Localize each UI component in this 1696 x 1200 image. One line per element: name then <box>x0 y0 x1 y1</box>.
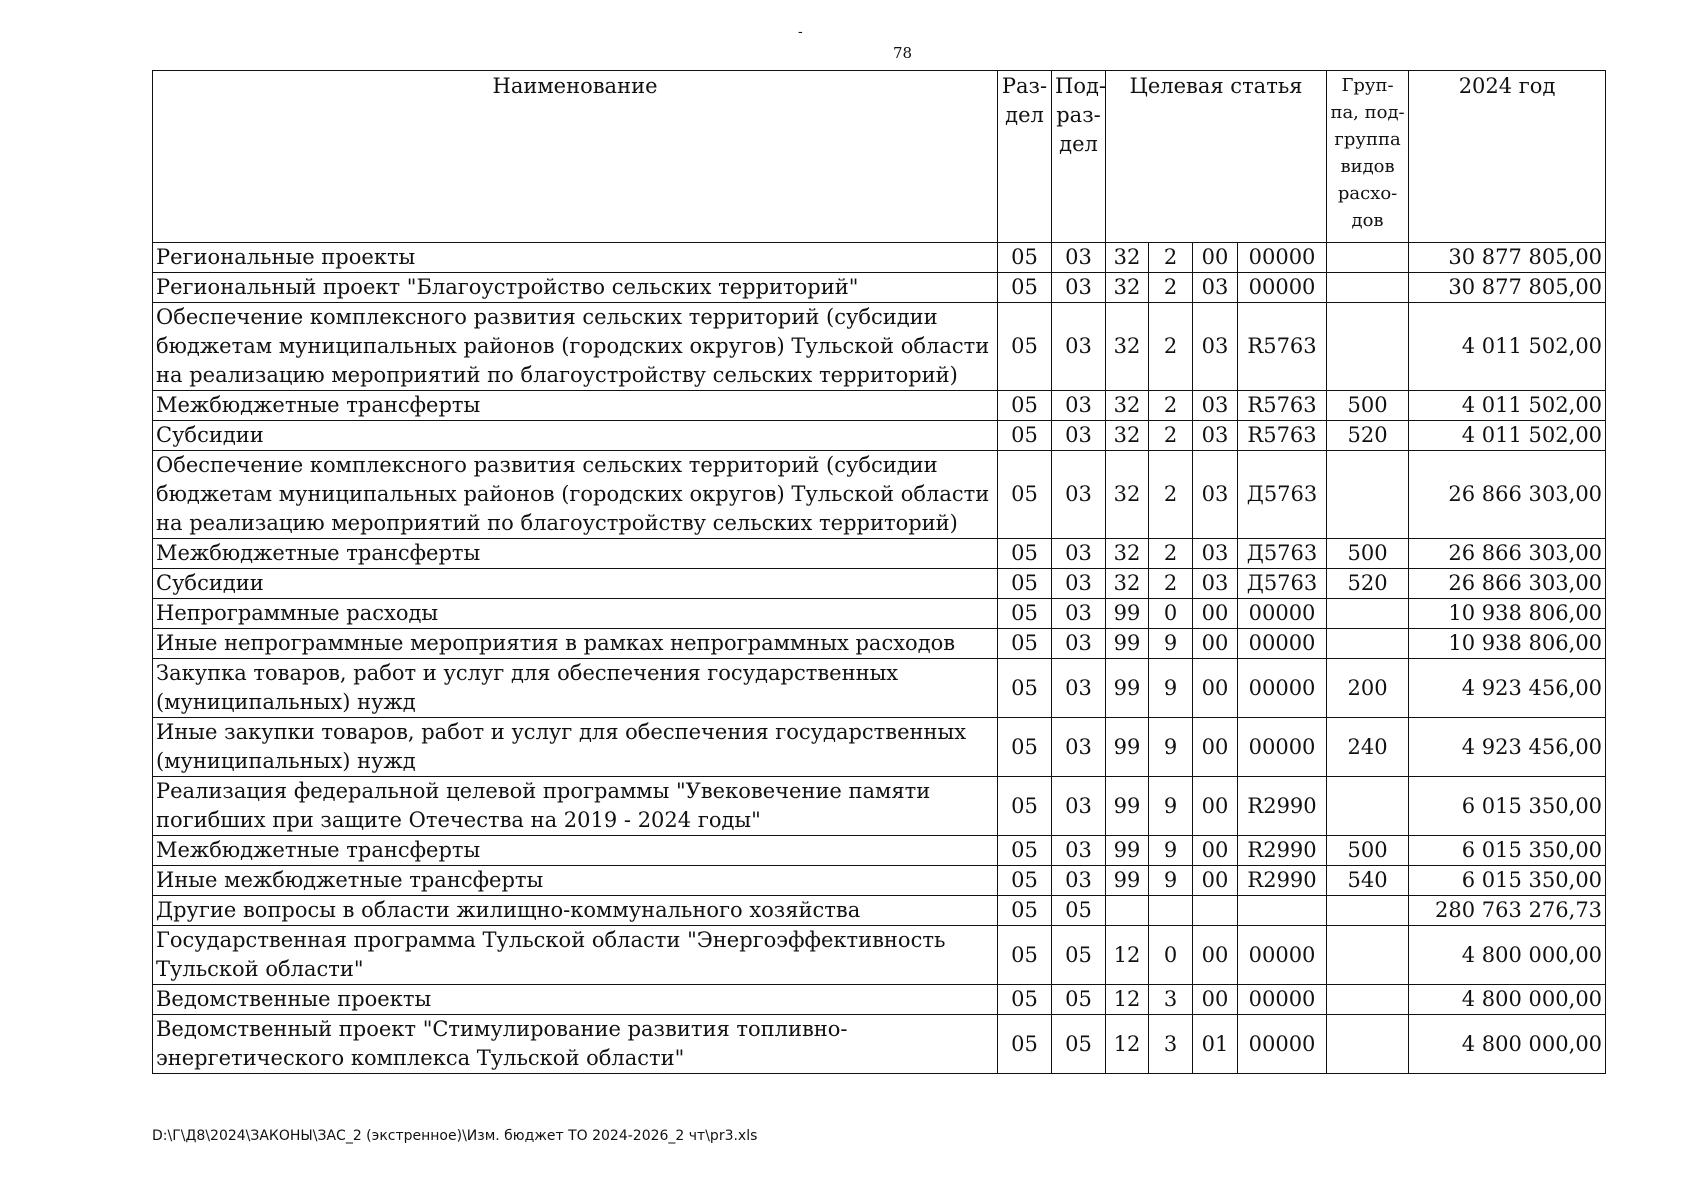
row-target-program: 99 <box>1106 836 1149 866</box>
row-target-subprogram: 2 <box>1149 569 1193 599</box>
row-amount: 4 800 000,00 <box>1409 1015 1606 1074</box>
row-target-code: 00000 <box>1238 985 1327 1015</box>
table-row <box>153 1015 1606 1074</box>
row-expense-group: 200 <box>1327 659 1409 718</box>
row-expense-group <box>1327 629 1409 659</box>
row-target-program: 12 <box>1106 985 1149 1015</box>
row-name: Региональный проект "Благоустройство сельских территорий" <box>153 273 998 303</box>
row-amount: 280 763 276,73 <box>1409 896 1606 926</box>
row-target-project: 00 <box>1193 718 1238 777</box>
row-name: Непрограммные расходы <box>153 599 998 629</box>
row-target-code: Д5763 <box>1238 569 1327 599</box>
row-razdel: 05 <box>998 451 1052 539</box>
row-name: Другие вопросы в области жилищно-коммунального хозяйства <box>153 896 998 926</box>
page-number: 78 <box>892 44 913 62</box>
row-podrazdel: 03 <box>1052 303 1106 391</box>
row-expense-group <box>1327 303 1409 391</box>
row-target-code: R2990 <box>1238 777 1327 836</box>
row-podrazdel: 03 <box>1052 539 1106 569</box>
row-target-subprogram: 9 <box>1149 659 1193 718</box>
row-target-code: 00000 <box>1238 718 1327 777</box>
row-target-subprogram: 9 <box>1149 629 1193 659</box>
row-target-project: 03 <box>1193 539 1238 569</box>
row-target-project: 00 <box>1193 599 1238 629</box>
row-target-code: 00000 <box>1238 599 1327 629</box>
row-target-project: 03 <box>1193 391 1238 421</box>
row-target-project: 00 <box>1193 243 1238 273</box>
row-razdel: 05 <box>998 243 1052 273</box>
row-target-subprogram: 3 <box>1149 1015 1193 1074</box>
row-podrazdel: 03 <box>1052 421 1106 451</box>
row-target-subprogram: 9 <box>1149 836 1193 866</box>
table-row <box>153 243 1606 273</box>
row-expense-group <box>1327 1015 1409 1074</box>
row-name: Ведомственные проекты <box>153 985 998 1015</box>
row-target-program: 32 <box>1106 569 1149 599</box>
row-target-subprogram: 3 <box>1149 985 1193 1015</box>
row-razdel: 05 <box>998 303 1052 391</box>
row-name: Обеспечение комплексного развития сельских территорий (субсидии бюджетам муниципальных районов (городских округов) Тульской области на реализацию мероприятий по благоустройству сельских территорий) <box>153 303 998 391</box>
row-target-project: 00 <box>1193 836 1238 866</box>
row-podrazdel: 03 <box>1052 629 1106 659</box>
row-amount: 30 877 805,00 <box>1409 243 1606 273</box>
row-name: Межбюджетные трансферты <box>153 836 998 866</box>
row-target-program: 32 <box>1106 243 1149 273</box>
row-name: Иные непрограммные мероприятия в рамках непрограммных расходов <box>153 629 998 659</box>
row-amount: 4 011 502,00 <box>1409 303 1606 391</box>
table-row <box>153 985 1606 1015</box>
row-target-code: R5763 <box>1238 303 1327 391</box>
table-row <box>153 391 1606 421</box>
row-podrazdel: 03 <box>1052 451 1106 539</box>
row-razdel: 05 <box>998 539 1052 569</box>
row-expense-group <box>1327 243 1409 273</box>
table-body <box>153 243 1606 1074</box>
header-year: 2024 год <box>1409 71 1606 243</box>
row-target-project: 03 <box>1193 569 1238 599</box>
row-name: Обеспечение комплексного развития сельских территорий (субсидии бюджетам муниципальных районов (городских округов) Тульской области на реализацию мероприятий по благоустройству сельских территорий) <box>153 451 998 539</box>
row-target-subprogram: 9 <box>1149 777 1193 836</box>
row-target-subprogram: 2 <box>1149 243 1193 273</box>
row-razdel: 05 <box>998 926 1052 985</box>
row-name: Реализация федеральной целевой программы "Увековечение памяти погибших при защите Отечества на 2019 - 2024 годы" <box>153 777 998 836</box>
row-amount: 10 938 806,00 <box>1409 629 1606 659</box>
row-razdel: 05 <box>998 866 1052 896</box>
row-amount: 10 938 806,00 <box>1409 599 1606 629</box>
table-row <box>153 926 1606 985</box>
row-target-project: 00 <box>1193 629 1238 659</box>
row-podrazdel: 03 <box>1052 273 1106 303</box>
row-target-project: 01 <box>1193 1015 1238 1074</box>
row-podrazdel: 03 <box>1052 718 1106 777</box>
row-name: Межбюджетные трансферты <box>153 539 998 569</box>
row-target-subprogram <box>1149 896 1193 926</box>
row-podrazdel: 05 <box>1052 1015 1106 1074</box>
row-amount: 4 011 502,00 <box>1409 421 1606 451</box>
row-target-code: 00000 <box>1238 1015 1327 1074</box>
row-expense-group <box>1327 985 1409 1015</box>
row-target-program: 12 <box>1106 926 1149 985</box>
row-podrazdel: 03 <box>1052 866 1106 896</box>
table-row <box>153 599 1606 629</box>
row-target-project: 03 <box>1193 451 1238 539</box>
row-name: Иные закупки товаров, работ и услуг для обеспечения государственных (муниципальных) нужд <box>153 718 998 777</box>
row-razdel: 05 <box>998 569 1052 599</box>
row-amount: 30 877 805,00 <box>1409 273 1606 303</box>
row-target-program: 32 <box>1106 451 1149 539</box>
row-name: Иные межбюджетные трансферты <box>153 866 998 896</box>
table-row <box>153 629 1606 659</box>
row-name: Региональные проекты <box>153 243 998 273</box>
row-target-subprogram: 2 <box>1149 421 1193 451</box>
row-amount: 6 015 350,00 <box>1409 836 1606 866</box>
row-expense-group <box>1327 926 1409 985</box>
row-target-project: 00 <box>1193 985 1238 1015</box>
row-razdel: 05 <box>998 659 1052 718</box>
budget-table <box>152 70 1606 1074</box>
page-dash: - <box>798 24 803 40</box>
row-target-program: 99 <box>1106 718 1149 777</box>
header-group: Груп- па, под- группа видов расхо- дов <box>1327 71 1409 243</box>
header-name: Наименование <box>153 71 998 243</box>
row-expense-group <box>1327 273 1409 303</box>
row-razdel: 05 <box>998 599 1052 629</box>
row-target-program: 99 <box>1106 599 1149 629</box>
row-amount: 4 923 456,00 <box>1409 718 1606 777</box>
row-target-subprogram: 2 <box>1149 273 1193 303</box>
row-target-subprogram: 2 <box>1149 539 1193 569</box>
row-podrazdel: 05 <box>1052 896 1106 926</box>
row-podrazdel: 03 <box>1052 391 1106 421</box>
header-razdel: Раз- дел <box>998 71 1052 243</box>
row-target-project: 03 <box>1193 303 1238 391</box>
row-amount: 6 015 350,00 <box>1409 777 1606 836</box>
row-target-code: 00000 <box>1238 629 1327 659</box>
row-razdel: 05 <box>998 896 1052 926</box>
header-target: Целевая статья <box>1106 71 1327 243</box>
row-target-program: 99 <box>1106 777 1149 836</box>
row-target-code: 00000 <box>1238 659 1327 718</box>
table-row <box>153 451 1606 539</box>
row-razdel: 05 <box>998 836 1052 866</box>
row-expense-group <box>1327 451 1409 539</box>
row-target-project: 00 <box>1193 926 1238 985</box>
row-target-code: R2990 <box>1238 866 1327 896</box>
row-target-code: Д5763 <box>1238 451 1327 539</box>
row-target-subprogram: 2 <box>1149 451 1193 539</box>
row-target-project: 00 <box>1193 659 1238 718</box>
row-amount: 6 015 350,00 <box>1409 866 1606 896</box>
row-podrazdel: 05 <box>1052 985 1106 1015</box>
row-target-subprogram: 2 <box>1149 303 1193 391</box>
row-target-project: 00 <box>1193 777 1238 836</box>
row-target-project <box>1193 896 1238 926</box>
row-target-program: 99 <box>1106 629 1149 659</box>
header-podrazdel: Под- раз- дел <box>1052 71 1106 243</box>
row-amount: 4 923 456,00 <box>1409 659 1606 718</box>
row-name: Субсидии <box>153 421 998 451</box>
table-header-row <box>153 71 1606 243</box>
row-target-subprogram: 0 <box>1149 926 1193 985</box>
row-expense-group <box>1327 599 1409 629</box>
row-podrazdel: 03 <box>1052 836 1106 866</box>
table-row <box>153 659 1606 718</box>
table-row <box>153 718 1606 777</box>
footer-file-path: D:\Г\Д8\2024\ЗАКОНЫ\ЗАС_2 (экстренное)\Изм. бюджет ТО 2024-2026_2 чт\pr3.xls <box>152 1128 758 1144</box>
row-podrazdel: 03 <box>1052 599 1106 629</box>
row-target-program: 99 <box>1106 866 1149 896</box>
row-target-subprogram: 0 <box>1149 599 1193 629</box>
row-target-program: 12 <box>1106 1015 1149 1074</box>
row-name: Межбюджетные трансферты <box>153 391 998 421</box>
row-target-program: 32 <box>1106 421 1149 451</box>
row-amount: 26 866 303,00 <box>1409 569 1606 599</box>
row-target-program: 99 <box>1106 659 1149 718</box>
table-row <box>153 569 1606 599</box>
row-target-code: 00000 <box>1238 243 1327 273</box>
row-amount: 4 800 000,00 <box>1409 926 1606 985</box>
table-row <box>153 539 1606 569</box>
row-target-program: 32 <box>1106 391 1149 421</box>
row-razdel: 05 <box>998 273 1052 303</box>
row-target-subprogram: 9 <box>1149 866 1193 896</box>
table-row <box>153 777 1606 836</box>
row-target-project: 00 <box>1193 866 1238 896</box>
row-razdel: 05 <box>998 777 1052 836</box>
row-amount: 26 866 303,00 <box>1409 451 1606 539</box>
row-expense-group: 520 <box>1327 569 1409 599</box>
row-target-program <box>1106 896 1149 926</box>
row-razdel: 05 <box>998 985 1052 1015</box>
row-name: Закупка товаров, работ и услуг для обеспечения государственных (муниципальных) нужд <box>153 659 998 718</box>
row-target-code: R5763 <box>1238 391 1327 421</box>
table-row <box>153 896 1606 926</box>
table-row <box>153 303 1606 391</box>
row-razdel: 05 <box>998 1015 1052 1074</box>
row-podrazdel: 05 <box>1052 926 1106 985</box>
row-target-code: R2990 <box>1238 836 1327 866</box>
row-name: Субсидии <box>153 569 998 599</box>
row-expense-group: 500 <box>1327 836 1409 866</box>
row-target-code: 00000 <box>1238 926 1327 985</box>
row-podrazdel: 03 <box>1052 659 1106 718</box>
row-target-code: Д5763 <box>1238 539 1327 569</box>
row-podrazdel: 03 <box>1052 777 1106 836</box>
row-target-subprogram: 9 <box>1149 718 1193 777</box>
row-target-code <box>1238 896 1327 926</box>
row-name: Ведомственный проект "Стимулирование развития топливно-энергетического комплекса Тульской области" <box>153 1015 998 1074</box>
row-razdel: 05 <box>998 421 1052 451</box>
row-expense-group: 240 <box>1327 718 1409 777</box>
row-target-program: 32 <box>1106 539 1149 569</box>
row-target-program: 32 <box>1106 273 1149 303</box>
row-target-program: 32 <box>1106 303 1149 391</box>
table-row <box>153 866 1606 896</box>
table-row <box>153 273 1606 303</box>
row-expense-group <box>1327 777 1409 836</box>
row-target-code: 00000 <box>1238 273 1327 303</box>
row-amount: 4 800 000,00 <box>1409 985 1606 1015</box>
row-expense-group <box>1327 896 1409 926</box>
row-target-code: R5763 <box>1238 421 1327 451</box>
row-podrazdel: 03 <box>1052 243 1106 273</box>
table-row <box>153 421 1606 451</box>
row-target-project: 03 <box>1193 421 1238 451</box>
row-razdel: 05 <box>998 718 1052 777</box>
row-target-subprogram: 2 <box>1149 391 1193 421</box>
row-name: Государственная программа Тульской области "Энергоэффективность Тульской области" <box>153 926 998 985</box>
row-expense-group: 500 <box>1327 539 1409 569</box>
row-razdel: 05 <box>998 629 1052 659</box>
row-target-project: 03 <box>1193 273 1238 303</box>
row-razdel: 05 <box>998 391 1052 421</box>
row-podrazdel: 03 <box>1052 569 1106 599</box>
row-expense-group: 540 <box>1327 866 1409 896</box>
row-amount: 26 866 303,00 <box>1409 539 1606 569</box>
row-expense-group: 500 <box>1327 391 1409 421</box>
row-amount: 4 011 502,00 <box>1409 391 1606 421</box>
row-expense-group: 520 <box>1327 421 1409 451</box>
table-row <box>153 836 1606 866</box>
